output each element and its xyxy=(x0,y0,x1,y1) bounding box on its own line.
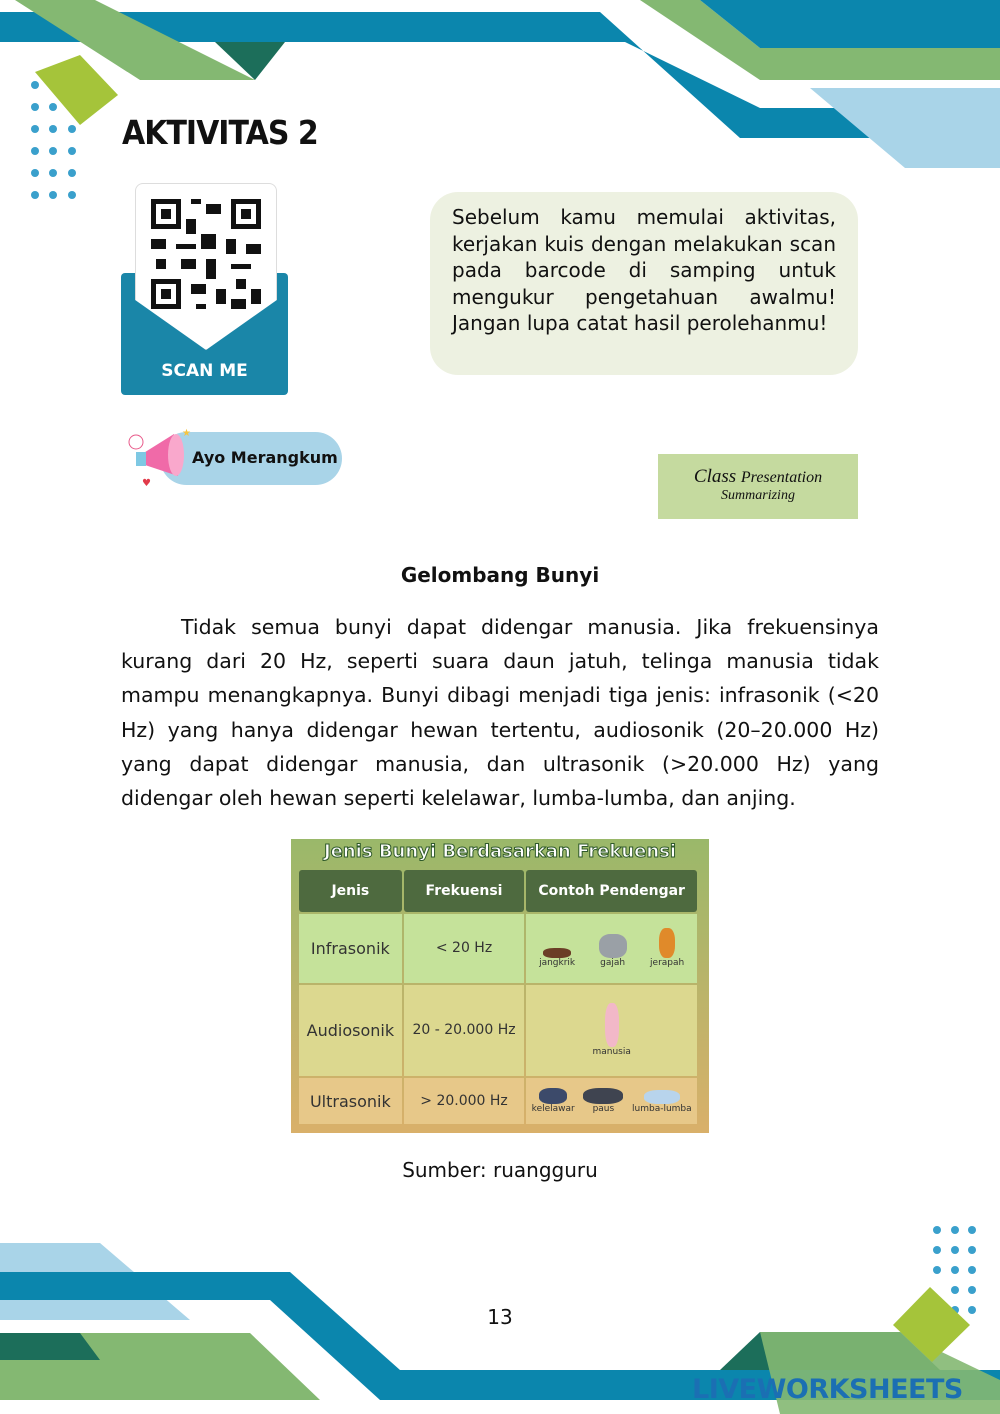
qr-code-card[interactable] xyxy=(121,183,288,395)
frekuensi-cell: < 20 Hz xyxy=(404,914,525,983)
presentation-label: Presentation xyxy=(740,469,823,486)
animal-label: manusia xyxy=(592,1047,631,1058)
summarizing-label: Summarizing xyxy=(721,488,795,503)
pendengar-cell xyxy=(526,1078,697,1124)
frekuensi-cell: > 20.000 Hz xyxy=(404,1078,525,1124)
section-title: Gelombang Bunyi xyxy=(400,563,600,587)
scan-me-label: SCAN ME xyxy=(161,361,248,381)
class-presentation-box xyxy=(658,454,858,519)
activity-title: AKTIVITAS 2 xyxy=(122,114,318,153)
frequency-table xyxy=(297,868,699,1126)
megaphone-icon xyxy=(128,426,191,489)
ayo-merangkum-badge xyxy=(120,420,344,490)
frekuensi-cell: 20 - 20.000 Hz xyxy=(404,985,525,1077)
animal-label: jerapah xyxy=(650,958,685,969)
cricket-icon xyxy=(543,948,571,958)
header-frekuensi: Frekuensi xyxy=(404,870,525,912)
figure-title: Jenis Bunyi Berdasarkan Frekuensi xyxy=(323,841,677,862)
page-number: 13 xyxy=(487,1305,513,1329)
animal-label: gajah xyxy=(600,958,626,969)
table-row xyxy=(299,985,697,1077)
figure-source: Sumber: ruangguru xyxy=(402,1158,598,1182)
qr-code-icon xyxy=(136,184,276,324)
pendengar-cell xyxy=(526,914,697,983)
frequency-table-image xyxy=(291,839,709,1133)
class-label: Class xyxy=(693,466,737,487)
animal-label: kelelawar xyxy=(531,1104,575,1115)
whale-icon xyxy=(583,1088,623,1104)
jenis-cell: Infrasonik xyxy=(299,914,402,983)
header-pendengar: Contoh Pendengar xyxy=(526,870,697,912)
animal-label: paus xyxy=(592,1104,615,1115)
animal-label: lumba-lumba xyxy=(632,1104,692,1115)
jenis-cell: Audiosonik xyxy=(299,985,402,1077)
table-row xyxy=(299,914,697,983)
human-icon xyxy=(605,1003,619,1047)
dolphin-icon xyxy=(644,1090,680,1104)
giraffe-icon xyxy=(659,928,675,958)
ayo-merangkum-label: Ayo Merangkum xyxy=(192,448,338,467)
svg-text:♥: ♥ xyxy=(142,478,151,489)
elephant-icon xyxy=(599,934,627,958)
section-paragraph: Tidak semua bunyi dapat didengar manusia. Jika frekuensinya kurang dari 20 Hz, seperti suara daun jatuh, telinga manusia tidak mampu menangkapnya. Bunyi dibagi menjadi tiga jenis: infrasonik (<20 Hz) yang hanya didengar hewan tertentu, audiosonik (20–20.000 Hz) yang dapat didengar manusia, dan ultrasonik (>20.000 Hz) yang didengar oleh hewan seperti kelelawar, lumba-lumba, dan anjing. xyxy=(121,615,879,811)
svg-text:★: ★ xyxy=(182,428,191,439)
animal-label: jangkrik xyxy=(539,958,576,969)
table-row xyxy=(299,1078,697,1124)
liveworksheets-logo[interactable]: LIVEWORKSHEETS xyxy=(692,1374,963,1405)
header-jenis: Jenis xyxy=(299,870,402,912)
bat-icon xyxy=(539,1088,567,1104)
instruction-bubble: Sebelum kamu memulai aktivitas, kerjakan kuis dengan melakukan scan pada barcode di samping untuk mengukur pengetahuan awalmu! Jangan lupa catat hasil perolehanmu! xyxy=(430,192,858,375)
pendengar-cell xyxy=(526,985,697,1077)
jenis-cell: Ultrasonik xyxy=(299,1078,402,1124)
